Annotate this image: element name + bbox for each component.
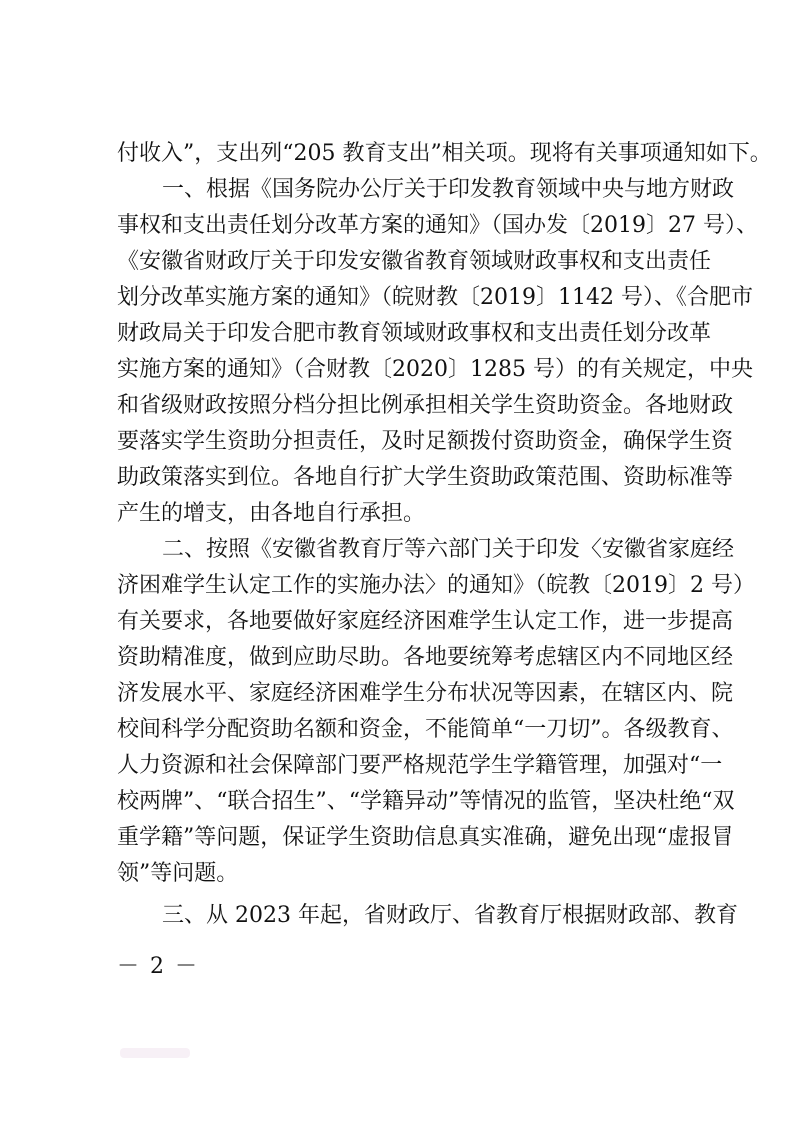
body-line-18: 人力资源和社会保障部门要严格规范学生学籍管理，加强对“一 bbox=[117, 753, 723, 778]
body-line-3: 事权和支出责任划分改革方案的通知》（国办发〔2019〕27 号）、 bbox=[117, 213, 758, 238]
body-line-14: 有关要求，各地要做好家庭经济困难学生认定工作，进一步提高 bbox=[117, 609, 734, 634]
body-line-20: 重学籍”等问题，保证学生资助信息真实准确，避免出现“虚报冒 bbox=[117, 825, 734, 850]
body-line-1: 付收入”，支出列“205 教育支出”相关项。现将有关事项通知如下。 bbox=[117, 141, 772, 166]
body-line-17: 校间科学分配资助名额和资金，不能简单“一刀切”。各级教育、 bbox=[117, 717, 734, 742]
section-3-first-line: 三、从 2023 年起，省财政厅、省教育厅根据财政部、教育 bbox=[162, 903, 738, 928]
body-line-13: 济困难学生认定工作的实施办法〉的通知》（皖教〔2019〕2 号） bbox=[117, 573, 755, 598]
scan-smudge bbox=[120, 1048, 190, 1058]
body-line-9: 要落实学生资助分担责任，及时足额拨付资助资金，确保学生资 bbox=[117, 429, 734, 454]
body-line-10: 助政策落实到位。各地自行扩大学生资助政策范围、资助标准等 bbox=[117, 465, 734, 490]
body-line-21: 领”等问题。 bbox=[117, 861, 239, 886]
body-line-6: 财政局关于印发合肥市教育领域财政事权和支出责任划分改革 bbox=[117, 321, 712, 346]
body-line-4: 《安徽省财政厅关于印发安徽省教育领域财政事权和支出责任 bbox=[117, 249, 712, 274]
section-1-first-line: 一、根据《国务院办公厅关于印发教育领域中央与地方财政 bbox=[162, 177, 735, 202]
body-line-8: 和省级财政按照分档分担比例承担相关学生资助资金。各地财政 bbox=[117, 393, 734, 418]
body-line-15: 资助精准度，做到应助尽助。各地要统筹考虑辖区内不同地区经 bbox=[117, 645, 734, 670]
body-line-11: 产生的增支，由各地自行承担。 bbox=[117, 501, 426, 526]
body-line-7: 实施方案的通知》（合财教〔2020〕1285 号）的有关规定，中央 bbox=[117, 357, 753, 382]
section-2-first-line: 二、按照《安徽省教育厅等六部门关于印发〈安徽省家庭经 bbox=[162, 537, 735, 562]
page-number: － 2 － bbox=[117, 954, 199, 979]
body-line-5: 划分改革实施方案的通知》（皖财教〔2019〕1142 号）、《合肥市 bbox=[117, 285, 753, 310]
body-line-19: 校两牌”、“联合招生”、“学籍异动”等情况的监管，坚决杜绝“双 bbox=[117, 789, 735, 814]
body-line-16: 济发展水平、家庭经济困难学生分布状况等因素，在辖区内、院 bbox=[117, 681, 734, 706]
